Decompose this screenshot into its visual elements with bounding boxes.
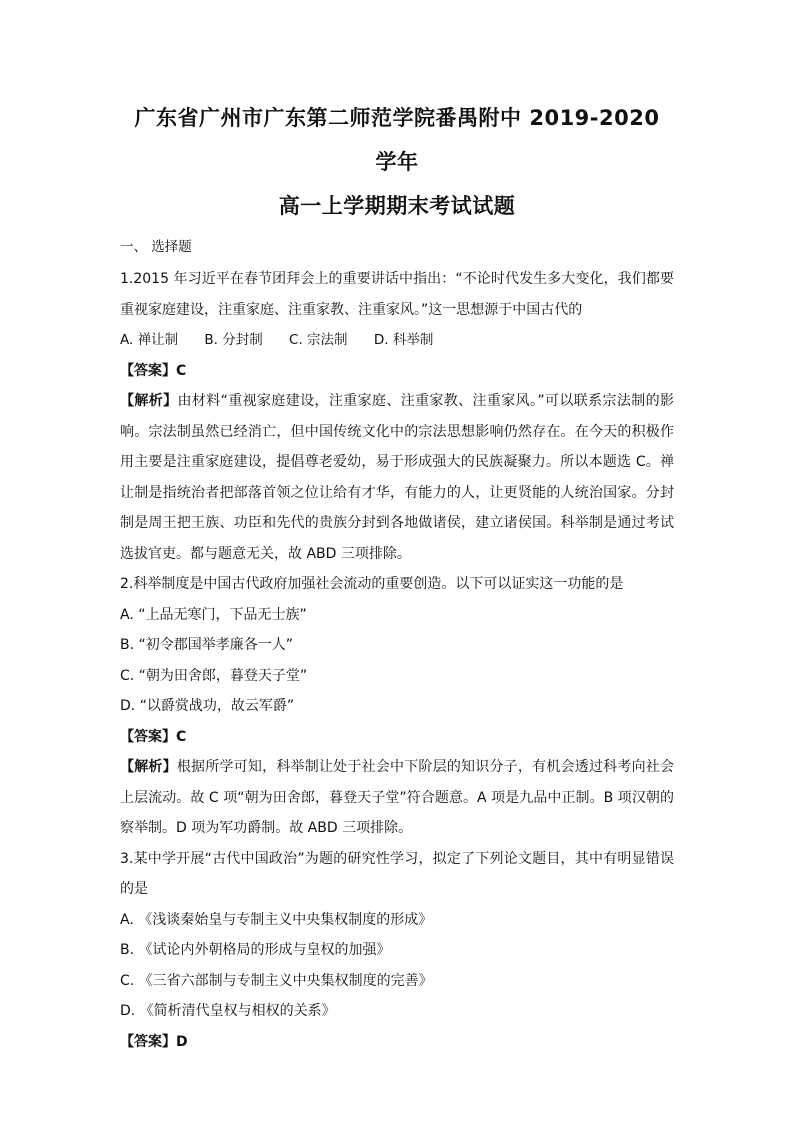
document-title-line2: 高一上学期期末考试试题 xyxy=(278,194,516,218)
question-2-analysis xyxy=(120,752,674,844)
analysis-label: 【解析】 xyxy=(120,759,177,775)
analysis-text: 根据所学可知，科举制让处于社会中下阶层的知识分子，有机会透过科考向社会上层流动。故 C 项“朝为田舍郎，暮登天子堂”符合题意。A 项是九品中正制。B 项汉朝的察举制。D 项为军功爵制。故 ABD 三项排除。 xyxy=(120,759,674,836)
question-3-answer xyxy=(120,1027,674,1058)
question-3-option-b: B. 《试论内外朝格局的形成与皇权的加强》 xyxy=(120,942,391,958)
analysis-text: 由材料“重视家庭建设，注重家庭、注重家教、注重家风。”可以联系宗法制的影响。宗法制虽然已经消亡，但中国传统文化中的宗法思想影响仍然存在。在今天的积极作用主要是注重家庭建设，提倡尊老爱幼，易于形成强大的民族凝聚力。所以本题选 C。禅让制是指统治者把部落首领之位让给有才华，有能力的人，让更贤能的人统治国家。分封制是周王把王族、功臣和先代的贵族分封到各地做诸侯，建立诸侯国。科举制是通过考试选拔官吏。都与题意无关，故 ABD 三项排除。 xyxy=(120,393,675,562)
question-3-option-c: C. 《三省六部制与专制主义中央集权制度的完善》 xyxy=(120,972,433,989)
question-1-option-a: A. 禅让制 xyxy=(120,332,179,348)
question-3 xyxy=(120,844,674,1058)
section-heading: 一、 选择题 xyxy=(120,239,192,255)
question-2-answer xyxy=(120,722,674,753)
question-3-stem: 3.某中学开展“古代中国政治”为题的研究性学习，拟定了下列论文题目，其中有明显错误的是 xyxy=(120,850,674,897)
answer-value: C xyxy=(176,362,187,379)
answer-label: 【答案】 xyxy=(120,1033,176,1050)
question-1-option-c: C. 宗法制 xyxy=(289,332,348,348)
question-2-option-a: A. “上品无寒门，下品无士族” xyxy=(120,606,307,623)
question-1 xyxy=(120,264,674,569)
question-1-option-b: B. 分封制 xyxy=(204,332,263,348)
question-2-option-b: B. “初令郡国举孝廉各一人” xyxy=(120,637,294,653)
answer-label: 【答案】 xyxy=(120,362,176,379)
answer-value: D xyxy=(176,1033,188,1050)
question-1-answer xyxy=(120,356,674,387)
answer-label: 【答案】 xyxy=(120,728,176,745)
question-2 xyxy=(120,569,674,844)
question-1-options xyxy=(120,325,674,356)
question-2-option-c: C. “朝为田舍郎，暮登天子堂” xyxy=(120,667,308,684)
question-1-stem: 1.2015 年习近平在春节团拜会上的重要讲话中指出：“不论时代发生多大变化，我们都要重视家庭建设，注重家庭、注重家教、注重家风。”这一思想源于中国古代的 xyxy=(120,271,674,318)
question-1-option-d: D. 科举制 xyxy=(373,332,434,348)
question-1-analysis xyxy=(120,386,674,569)
document-title-line1: 广东省广州市广东第二师范学院番禺附中 2019-2020 学年 xyxy=(134,106,660,174)
answer-value: C xyxy=(176,728,187,745)
question-2-option-d: D. “以爵赏战功，故云军爵” xyxy=(120,698,295,714)
question-3-option-d: D. 《简析清代皇权与相权的关系》 xyxy=(120,1003,336,1019)
question-2-stem: 2.科举制度是中国古代政府加强社会流动的重要创造。以下可以证实这一功能的是 xyxy=(120,576,624,592)
question-3-option-a: A. 《浅谈秦始皇与专制主义中央集权制度的形成》 xyxy=(120,911,433,928)
analysis-label: 【解析】 xyxy=(120,393,178,409)
